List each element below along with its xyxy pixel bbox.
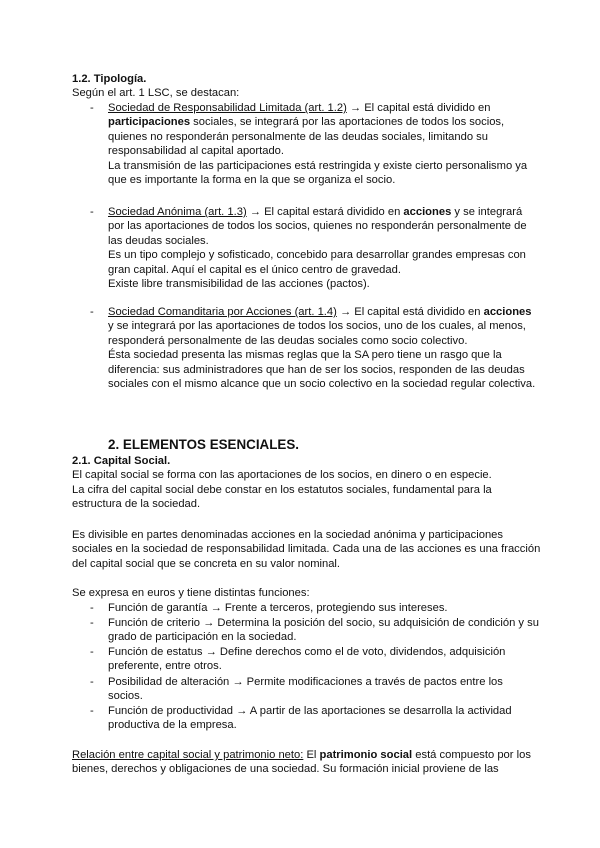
list-item-body <box>108 205 540 291</box>
srl-text-a: → El capital está dividido en <box>346 102 491 114</box>
sca-definition <box>108 305 540 348</box>
srl-link-text: Sociedad de Responsabilidad Limitada (art. 1.2) <box>108 102 347 114</box>
relation-text-b: está compuesto por los bienes, derechos y obligaciones de una sociedad. Su formación inicial proviene de las <box>72 749 531 776</box>
sa-text-b: y se integrará por las aportaciones de todos los socios, quienes no responderán personalmente de las deudas sociales. <box>108 206 527 247</box>
srl-bold-term: participaciones <box>108 116 191 129</box>
relation-link-text: Relación entre capital social y patrimonio neto: <box>72 749 304 761</box>
sca-bold-term: acciones <box>483 306 532 318</box>
intro-text: Según el art. 1 LSC, se destacan: <box>72 87 240 99</box>
list-dash: - <box>90 102 94 114</box>
relation-bold-term: patrimonio social <box>319 749 413 761</box>
section-heading-tipologia: 1.2. Tipología. <box>72 73 147 85</box>
sca-text-b: y se integrará por las aportaciones de todos los socios, uno de los cuales, al menos, responderá personalmente de las deudas sociales como socio colectivo. <box>108 320 526 347</box>
sa-definition <box>108 205 540 248</box>
paragraph-4: Se expresa en euros y tiene distintas funciones: <box>72 587 310 599</box>
paragraph-3: Es divisible en partes denominadas acciones en la sociedad anónima y participaciones sociales en la sociedad de responsabilidad limitada. Cada una de las acciones es una fracción del capital social que se concreta en su valor nominal. <box>72 529 541 570</box>
list-dash: - <box>90 617 94 629</box>
srl-text-b: sociales, se integrará por las aportaciones de todos los socios, quienes no responderán personalmente de las deudas sociales, limitando su responsabilidad al capital aportado. <box>108 116 505 158</box>
function-text: Función de estatus → Define derechos como el de voto, dividendos, adquisición preferente, entre otros. <box>108 646 506 673</box>
list-dash: - <box>90 206 94 218</box>
sca-text-a: → El capital está dividido en <box>336 306 484 318</box>
list-dash: - <box>90 646 94 658</box>
sca-extra: Ésta sociedad presenta las mismas reglas que la SA pero tiene un rasgo que la diferencia: sus administradores que han de ser los socios, responden de las deudas sociales con el mismo alcance que un socio colectivo en la sociedad regular colectiva. <box>108 349 536 391</box>
list-dash: - <box>90 306 94 318</box>
function-text: Función de productividad → A partir de las aportaciones se desarrolla la actividad productiva de la empresa. <box>108 705 512 732</box>
sca-link-text: Sociedad Comanditaria por Acciones (art. 1.4) <box>108 306 337 318</box>
sa-extra-1: Es un tipo complejo y sofisticado, concebido para desarrollar grandes empresas con gran capital. Aquí el capital es el único centro de gravedad. <box>108 249 526 276</box>
paragraph-2: La cifra del capital social debe constar en los estatutos sociales, fundamental para la estructura de la sociedad. <box>72 484 492 511</box>
srl-definition <box>108 101 540 159</box>
function-text: Posibilidad de alteración → Permite modificaciones a través de pactos entre los socios. <box>108 676 503 703</box>
sa-text-a: → El capital estará dividido en <box>246 206 404 218</box>
sa-link-text: Sociedad Anónima (art. 1.3) <box>108 206 247 218</box>
list-dash: - <box>90 676 94 688</box>
relation-paragraph <box>72 748 542 777</box>
sa-bold-term: acciones <box>403 206 452 218</box>
section-heading-elementos: 2. ELEMENTOS ESENCIALES. <box>108 437 299 452</box>
srl-extra: La transmisión de las participaciones está restringida y existe cierto personalismo ya que es importante la forma en la que se organiza el socio. <box>108 159 528 187</box>
list-item-body <box>108 101 540 187</box>
relation-text-a: El <box>303 749 320 761</box>
sa-extra-2: Existe libre transmisibilidad de las acciones (pactos). <box>108 278 370 291</box>
list-dash: - <box>90 705 94 717</box>
list-dash: - <box>90 602 94 614</box>
function-text: Función de garantía → Frente a terceros, protegiendo sus intereses. <box>108 602 448 614</box>
list-item-body <box>108 305 540 391</box>
subsection-heading-capital: 2.1. Capital Social. <box>72 455 171 467</box>
function-text: Función de criterio → Determina la posición del socio, su adquisición de condición y su grado de participación en la sociedad. <box>108 617 539 644</box>
paragraph-1: El capital social se forma con las aportaciones de los socios, en dinero o en especie. <box>72 469 492 481</box>
